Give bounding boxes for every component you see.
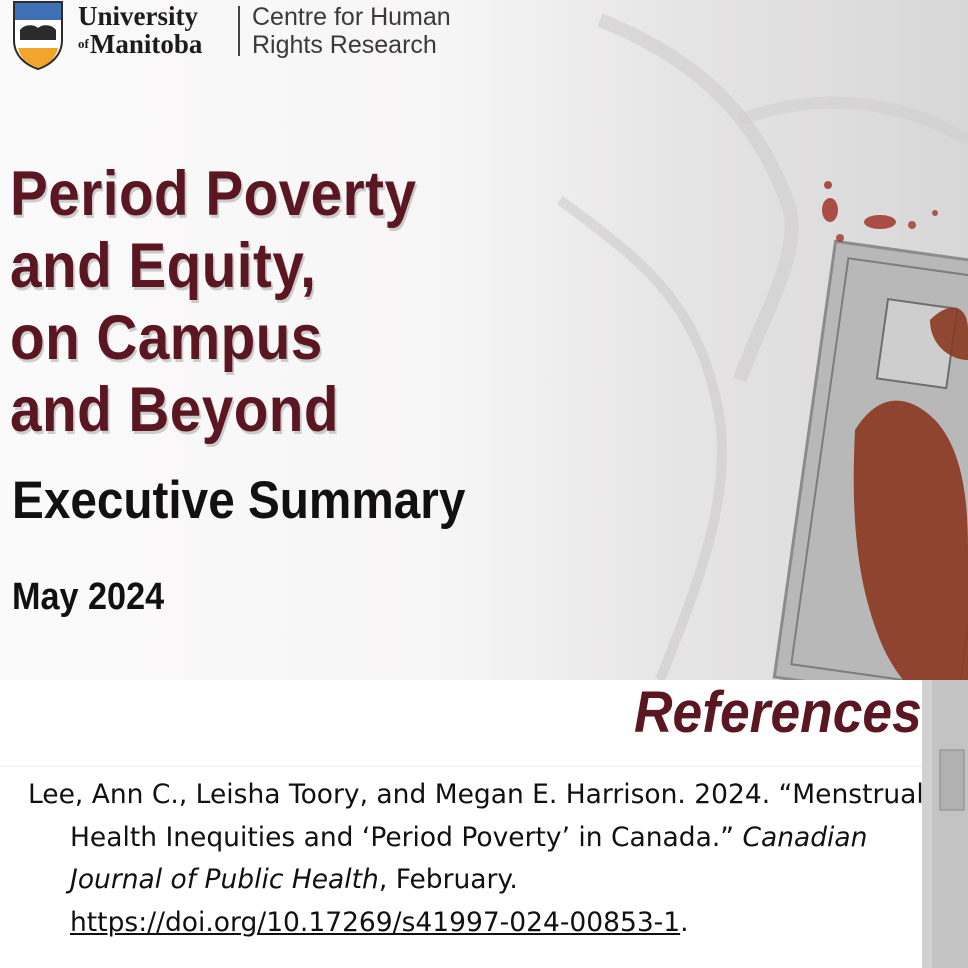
reference-doi-suffix: . <box>680 906 689 938</box>
reference-doi-link[interactable]: https://doi.org/10.17269/s41997-024-00853-1 <box>70 906 681 938</box>
cover-title-line: and Equity, <box>10 231 317 301</box>
references-section <box>0 680 922 968</box>
university-logo <box>12 0 462 72</box>
centre-name-line2: Rights Research <box>252 31 437 59</box>
cover-subtitle: Executive Summary <box>12 471 466 530</box>
references-divider <box>0 766 922 767</box>
reference-journal-suffix: , February. <box>378 864 518 895</box>
cover-title <box>10 158 417 446</box>
university-name-of: of <box>78 36 89 51</box>
cover-title-line: on Campus <box>10 303 323 373</box>
references-heading: References <box>634 680 922 745</box>
university-name-line2: Manitoba <box>89 29 203 59</box>
cover-title-line: Period Poverty <box>10 159 417 229</box>
shield-icon <box>12 0 64 70</box>
centre-name <box>252 3 451 59</box>
university-name-line1: University <box>78 1 198 31</box>
centre-name-line1: Centre for Human <box>252 3 451 31</box>
reference-title: “Menstrual Health Inequities and ‘Period Poverty’ in Canada.” <box>70 779 924 853</box>
cover-title-line: and Beyond <box>10 375 339 445</box>
reference-entry <box>28 774 960 944</box>
university-name <box>78 2 202 58</box>
cover-date: May 2024 <box>12 576 165 618</box>
reference-authors: Lee, Ann C., Leisha Toory, and Megan E. Harrison. 2024. <box>28 779 771 810</box>
logo-divider <box>238 6 240 56</box>
reference-journal: Canadian Journal of Public Health <box>70 821 868 895</box>
